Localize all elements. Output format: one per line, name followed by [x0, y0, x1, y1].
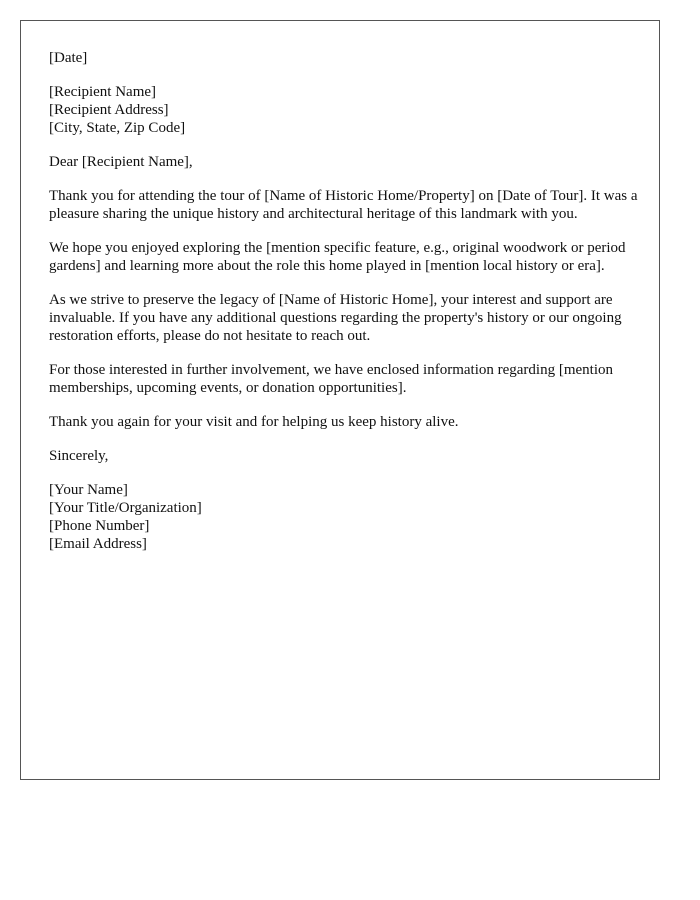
- date-block: [49, 49, 639, 67]
- paragraph-involvement: For those interested in further involvement, we have enclosed information regarding [mention memberships, upcoming events, or donation opportunities].: [49, 362, 614, 396]
- paragraph-closing-thanks: Thank you again for your visit and for helping us keep history alive.: [49, 414, 459, 430]
- recipient-name: [Recipient Name]: [49, 84, 157, 100]
- letter-date: [Date]: [49, 50, 88, 66]
- salutation: Dear [Recipient Name],: [49, 154, 193, 170]
- letter-page: [20, 20, 660, 780]
- paragraph-preserve: As we strive to preserve the legacy of [Name of Historic Home], your interest and support are invaluable. If you have any additional questions regarding the property's history or our ongoing restoration efforts, please do not hesitate to reach out.: [49, 292, 622, 344]
- closing-block: [49, 447, 639, 465]
- signature-title-org: [Your Title/Organization]: [49, 500, 202, 516]
- paragraph-thank-you: Thank you for attending the tour of [Name of Historic Home/Property] on [Date of Tour]. It was a pleasure sharing the unique history and architectural heritage of this landmark with you.: [49, 188, 638, 222]
- recipient-block: [49, 83, 639, 137]
- closing: Sincerely,: [49, 448, 109, 464]
- salutation-block: [49, 153, 639, 171]
- recipient-address: [Recipient Address]: [49, 102, 169, 118]
- paragraph-features: We hope you enjoyed exploring the [mention specific feature, e.g., original woodwork or period gardens] and learning more about the role this home played in [mention local history or era].: [49, 240, 626, 274]
- signature-block: [49, 481, 639, 553]
- signature-email: [Email Address]: [49, 536, 147, 552]
- recipient-city-state-zip: [City, State, Zip Code]: [49, 120, 186, 136]
- signature-name: [Your Name]: [49, 482, 128, 498]
- signature-phone: [Phone Number]: [49, 518, 150, 534]
- letter-body: [49, 49, 639, 569]
